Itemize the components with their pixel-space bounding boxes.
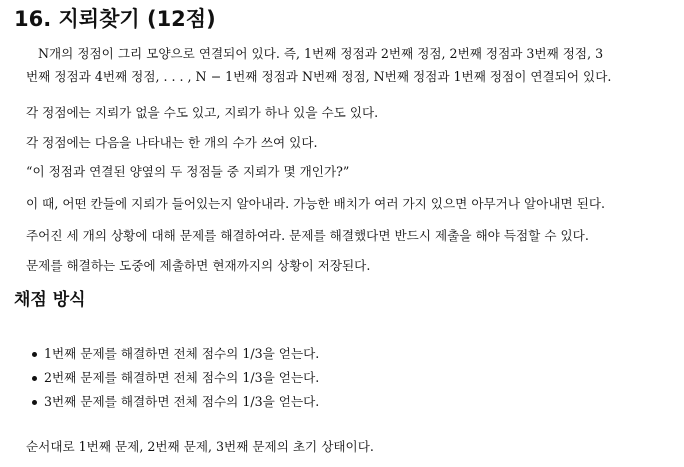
statement-line-1: N개의 정점이 그리 모양으로 연결되어 있다. 즉, 1번째 정점과 2번째 정점, 2번째 정점과 3번째 정점, 3 [38, 46, 604, 61]
bullet-icon [32, 376, 37, 381]
statement-task: 이 때, 어떤 칸들에 지뢰가 들어있는지 알아내라. 가능한 배치가 여러 가지 있으면 아무거나 알아내면 된다. [26, 196, 606, 211]
problem-title: 16. 지뢰찾기 (12점) [14, 7, 216, 31]
scoring-item-text: 3번째 문제를 해결하면 전체 점수의 1/3을 얻는다. [44, 394, 320, 409]
statement-paragraph [14, 42, 674, 88]
scoring-item-text: 1번째 문제를 해결하면 전체 점수의 1/3을 얻는다. [44, 346, 320, 361]
scoring-heading: 채점 방식 [14, 290, 86, 310]
bullet-icon [32, 400, 37, 405]
statement-quote: “이 정점과 연결된 양옆의 두 정점들 중 지뢰가 몇 개인가?” [26, 164, 350, 179]
statement-submit-note: 주어진 세 개의 상황에 대해 문제를 해결하여라. 문제를 해결했다면 반드시 제출을 해야 득점할 수 있다. [26, 228, 589, 243]
initial-state-caption: 순서대로 1번째 문제, 2번째 문제, 3번째 문제의 초기 상태이다. [26, 439, 374, 454]
scoring-item [30, 366, 319, 390]
statement-save-note: 문제를 해결하는 도중에 제출하면 현재까지의 상황이 저장된다. [26, 258, 371, 273]
scoring-item [30, 390, 319, 414]
statement-number-written: 각 정점에는 다음을 나타내는 한 개의 수가 쓰여 있다. [26, 135, 318, 150]
scoring-item-text: 2번째 문제를 해결하면 전체 점수의 1/3을 얻는다. [44, 370, 320, 385]
bullet-icon [32, 352, 37, 357]
statement-line-2: 번째 정점과 4번째 정점, . . . , N − 1번째 정점과 N번째 정점, N번째 정점과 1번째 정점이 연결되어 있다. [26, 69, 612, 84]
scoring-list [30, 342, 319, 414]
statement-mines-possibility: 각 정점에는 지뢰가 없을 수도 있고, 지뢰가 하나 있을 수도 있다. [26, 105, 379, 120]
scoring-item [30, 342, 319, 366]
